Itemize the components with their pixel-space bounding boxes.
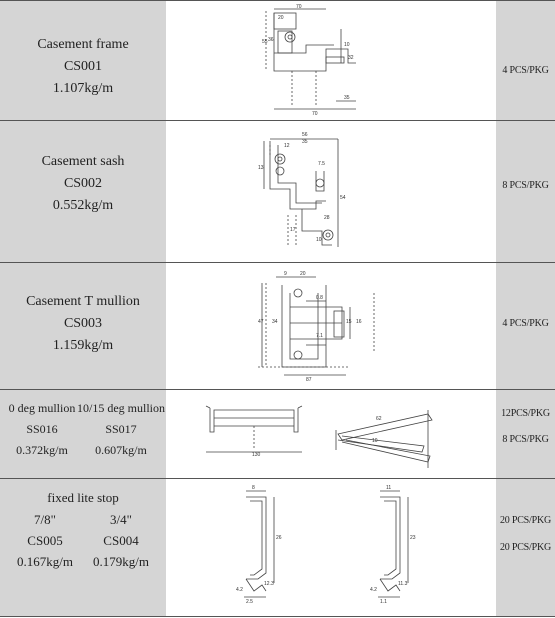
svg-text:10: 10 (344, 42, 350, 48)
svg-text:0.8: 0.8 (316, 295, 323, 301)
svg-text:26: 26 (276, 535, 282, 541)
product-code: SS016 (26, 422, 58, 436)
svg-text:8: 8 (252, 485, 255, 491)
product-row-cs001 (0, 0, 555, 120)
mullion-drawings (166, 390, 496, 479)
svg-text:47: 47 (258, 319, 264, 325)
svg-text:56: 56 (302, 132, 308, 138)
svg-text:11.3: 11.3 (398, 581, 408, 587)
profile-drawing-cell (166, 121, 496, 262)
svg-text:130: 130 (252, 452, 261, 458)
product-info-cell (0, 479, 166, 616)
package-qty: 4 PCS/PKG (502, 318, 549, 329)
svg-text:12.3: 12.3 (264, 581, 274, 587)
product-weight: 1.159kg/m (52, 338, 114, 353)
svg-text:28: 28 (324, 215, 330, 221)
svg-text:7.1: 7.1 (316, 333, 323, 339)
svg-text:20: 20 (300, 271, 306, 277)
svg-text:10: 10 (316, 237, 322, 243)
package-cell (496, 121, 555, 262)
svg-text:2.5: 2.5 (246, 599, 253, 605)
svg-text:12: 12 (284, 143, 290, 149)
package-cell (496, 390, 555, 478)
svg-text:23: 23 (410, 535, 416, 541)
svg-text:1.1: 1.1 (380, 599, 387, 605)
profile-drawing-cell (166, 390, 496, 478)
product-weight: 0.372kg/m (16, 443, 68, 457)
package-qty: 20 PCS/PKG (499, 542, 552, 553)
casement-frame-drawing (166, 1, 496, 121)
casement-sash-drawing (166, 121, 496, 263)
svg-text:17: 17 (290, 227, 296, 233)
svg-text:15: 15 (346, 319, 352, 325)
svg-text:70: 70 (312, 111, 318, 117)
product-row-cs003 (0, 262, 555, 389)
package-qty: 4 PCS/PKG (502, 65, 549, 76)
package-qty: 20 PCS/PKG (499, 515, 552, 526)
product-code: SS017 (105, 422, 137, 436)
product-size: 7/8" (34, 512, 56, 527)
svg-text:16: 16 (356, 319, 362, 325)
package-qty: 8 PCS/PKG (502, 434, 549, 445)
svg-text:35: 35 (302, 139, 308, 145)
svg-text:4.2: 4.2 (370, 587, 377, 593)
svg-text:54: 54 (340, 195, 346, 201)
product-code: CS003 (63, 316, 103, 331)
product-code: CS004 (103, 533, 139, 548)
product-weight: 1.107kg/m (52, 81, 114, 96)
product-name: fixed lite stop (47, 490, 119, 505)
t-mullion-drawing (166, 263, 496, 390)
product-info-cell (0, 121, 166, 262)
product-size: 3/4" (110, 512, 132, 527)
product-weight: 0.167kg/m (17, 554, 73, 569)
product-info-cell (0, 263, 166, 389)
product-row-cs002 (0, 120, 555, 262)
svg-text:20: 20 (278, 15, 284, 21)
profile-drawing-cell (166, 479, 496, 616)
product-code: CS001 (63, 59, 103, 74)
svg-text:10: 10 (372, 438, 378, 444)
product-weight: 0.552kg/m (52, 198, 114, 213)
svg-text:7.5: 7.5 (318, 161, 325, 167)
package-qty: 8 PCS/PKG (502, 180, 549, 191)
package-qty: 12PCS/PKG (501, 408, 550, 419)
svg-text:13: 13 (258, 165, 264, 171)
product-name: 10/15 deg mullion (77, 401, 165, 415)
svg-text:36: 36 (268, 37, 274, 43)
product-row-mullions (0, 389, 555, 478)
profile-drawing-cell (166, 1, 496, 120)
product-code: CS005 (27, 533, 63, 548)
package-cell (496, 479, 555, 616)
profile-drawing-cell (166, 263, 496, 389)
product-weight: 0.607kg/m (95, 443, 147, 457)
package-cell (496, 1, 555, 120)
product-info-cell (0, 1, 166, 120)
lite-stop-drawings (166, 479, 496, 618)
svg-text:11: 11 (386, 485, 392, 491)
svg-text:9: 9 (284, 271, 287, 277)
svg-text:32: 32 (348, 55, 354, 61)
product-name: Casement T mullion (26, 294, 140, 309)
product-row-fixed-lite-stop (0, 478, 555, 617)
svg-text:34: 34 (272, 319, 278, 325)
svg-text:55: 55 (262, 39, 268, 45)
svg-text:87: 87 (306, 377, 312, 383)
svg-text:62: 62 (376, 416, 382, 422)
product-info-cell (0, 390, 166, 478)
product-code: CS002 (63, 176, 103, 191)
product-name: Casement sash (41, 154, 125, 169)
package-cell (496, 263, 555, 389)
svg-text:35: 35 (344, 95, 350, 101)
product-name: 0 deg mullion (8, 401, 76, 415)
product-weight: 0.179kg/m (93, 554, 149, 569)
svg-text:4.2: 4.2 (236, 587, 243, 593)
svg-text:70: 70 (296, 4, 302, 10)
product-name: Casement frame (37, 37, 129, 52)
